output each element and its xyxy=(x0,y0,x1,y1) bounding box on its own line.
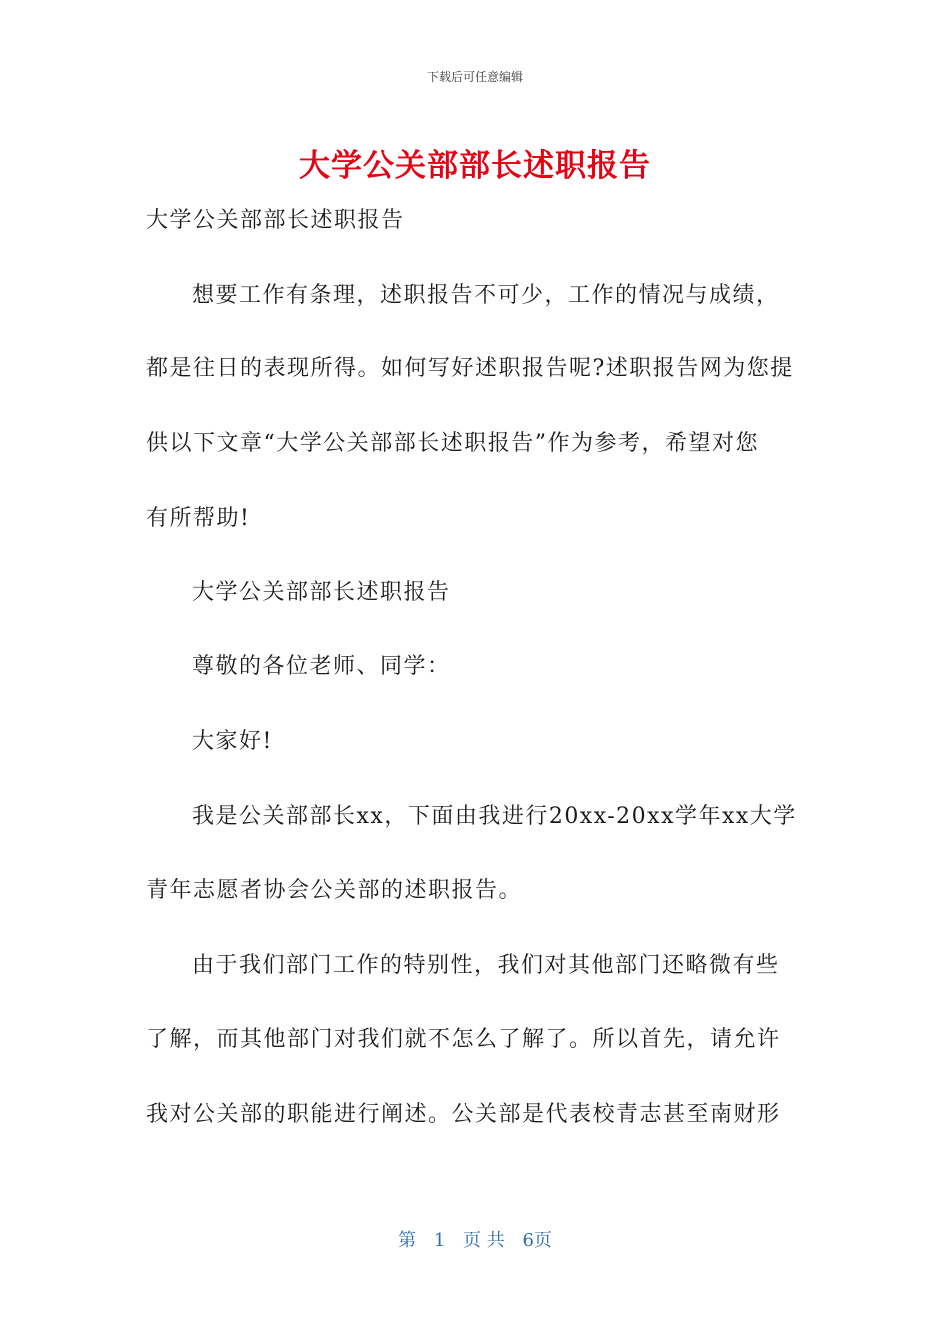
body-line: 大家好! xyxy=(192,729,273,754)
body-line: 我对公关部的职能进行阐述。公关部是代表校青志甚至南财形 xyxy=(146,1102,781,1127)
body-line: 我是公关部部长xx，下面由我进行20xx-20xx学年xx大学 xyxy=(192,804,797,829)
subtitle-line: 大学公关部部长述职报告 xyxy=(146,208,405,233)
body-line: 供以下文章“大学公关部部长述职报告”作为参考，希望对您 xyxy=(146,431,759,456)
body-line: 有所帮助! xyxy=(146,506,251,531)
current-page-number: 1 xyxy=(433,1230,446,1251)
body-line: 都是往日的表现所得。如何写好述职报告呢?述职报告网为您提 xyxy=(146,356,794,381)
total-pages: 6页 xyxy=(522,1230,552,1251)
body-line: 大学公关部部长述职报告 xyxy=(192,580,451,605)
page-label-prefix: 第 xyxy=(398,1230,417,1251)
page-number-footer xyxy=(0,1226,950,1252)
body-line: 了解，而其他部门对我们就不怎么了解了。所以首先，请允许 xyxy=(146,1027,781,1052)
document-title: 大学公关部部长述职报告 xyxy=(299,148,651,184)
header-note: 下载后可任意编辑 xyxy=(426,70,523,84)
body-line: 想要工作有条理，述职报告不可少，工作的情况与成绩， xyxy=(192,283,780,308)
body-line: 青年志愿者协会公关部的述职报告。 xyxy=(146,878,523,903)
page-label-mid: 页 共 xyxy=(463,1230,505,1251)
body-line: 由于我们部门工作的特别性，我们对其他部门还略微有些 xyxy=(192,953,780,978)
body-line: 尊敬的各位老师、同学： xyxy=(192,654,451,679)
